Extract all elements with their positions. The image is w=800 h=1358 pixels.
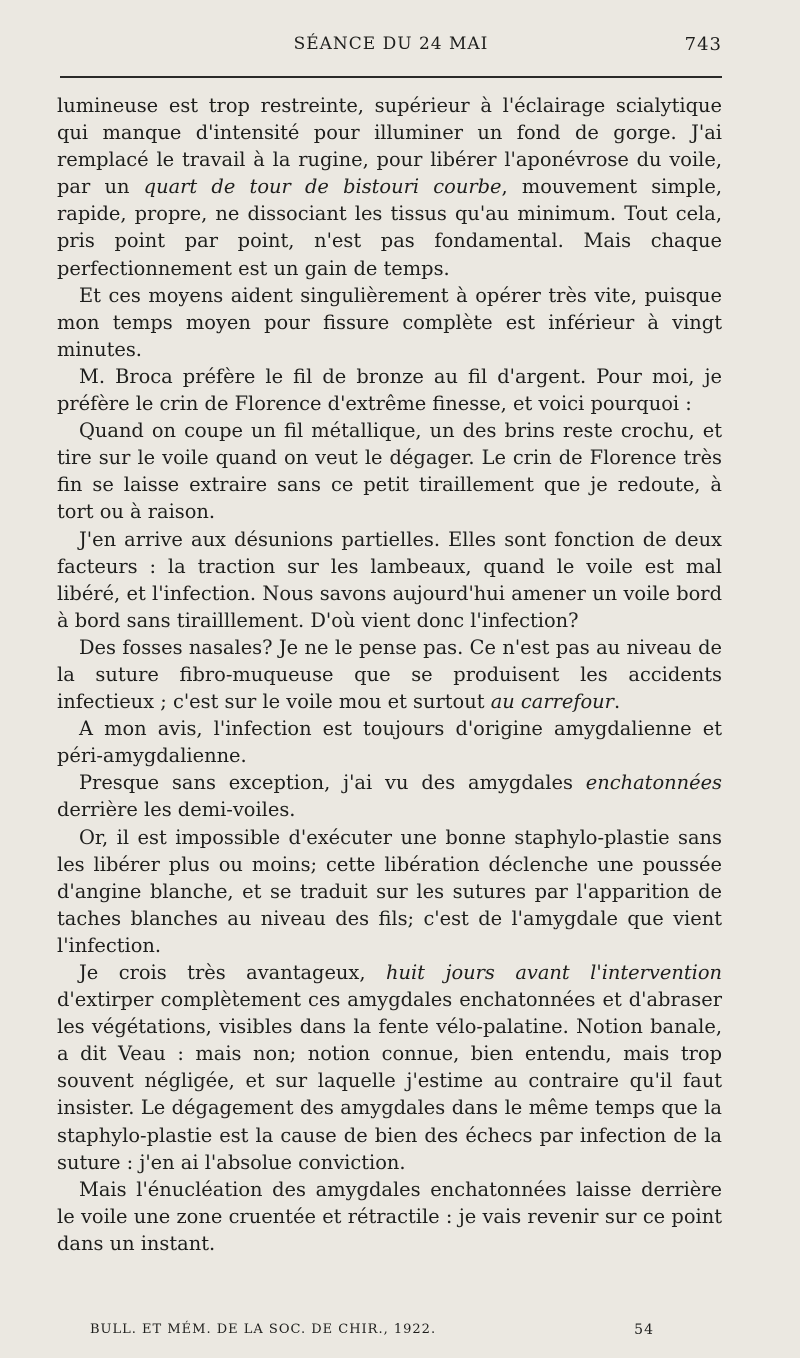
body-text (57, 92, 722, 1257)
paragraph (57, 715, 722, 769)
text-run: Et ces moyens aident singulièrement à opérer très vite, puisque mon temps moyen pour fissure complète est inférieur à vingt minutes. (57, 283, 722, 361)
italic-phrase: huit jours avant l'intervention (386, 961, 722, 984)
header-title: SÉANCE DU 24 MAI (293, 34, 489, 54)
text-run: A mon avis, l'infection est toujours d'origine amygdalienne et péri-amygdalienne. (57, 717, 722, 768)
text-run: J'en arrive aux désunions partielles. Elles sont fonction de deux facteurs : la traction sur les lambeaux, quand le voile est mal libéré, et l'infection. Nous savons aujourd'hui amener un voile bord à bord sans tirailllement. D'où vient donc l'infection? (57, 527, 722, 632)
text-run: M. Broca préfère le fil de bronze au fil d'argent. Pour moi, je préfère le crin de Florence d'extrême finesse, et voici pourquoi : (57, 364, 722, 416)
paragraph (57, 417, 722, 525)
text-run: Presque sans exception, j'ai vu des amygdales (79, 771, 586, 795)
paragraph (57, 92, 722, 282)
paragraph (57, 1176, 722, 1257)
text-run: lumineuse est trop restreinte, supérieur à l'éclairage scialytique qui manque d'intensité pour illuminer un fond de gorge. J'ai remplacé le travail à la rugine, pour libérer l'aponévrose du voile, par un (57, 94, 722, 199)
text-run: Quand on coupe un fil métallique, un des brins reste crochu, et tire sur le voile quand on veut le dégager. Le crin de Florence très fin se laisse extraire sans ce petit tiraillement que je redoute, à tort ou à raison. (57, 419, 722, 524)
paragraph (57, 282, 722, 363)
running-header (60, 34, 722, 60)
text-run: derrière les demi-voiles. (57, 798, 296, 822)
paragraph (57, 526, 722, 634)
paragraph (57, 959, 722, 1176)
signature-mark: 54 (634, 1322, 654, 1338)
text-run: , mouvement simple, rapide, propre, ne dissociant les tissus qu'au minimum. Tout cela, pris point par point, n'est pas fondamental. Mais chaque perfectionnement est un gain de temps. (57, 175, 723, 280)
paragraph (57, 824, 722, 959)
text-run: Or, il est impossible d'exécuter une bonne staphylo-plastie sans les libérer plus ou moins; cette libération déclenche une poussée d'angine blanche, et se traduit sur les sutures par l'apparition de taches blanches au niveau des fils; c'est de l'amygdale que vient l'infection. (57, 825, 722, 957)
italic-phrase: au carrefour (490, 690, 614, 714)
text-run: Je crois très avantageux, (79, 961, 386, 984)
paragraph (57, 634, 722, 715)
page-footer (90, 1322, 654, 1342)
italic-phrase: enchatonnées (585, 771, 722, 795)
paragraph (57, 769, 722, 823)
text-run: Des fosses nasales? Je ne le pense pas. Ce n'est pas au niveau de la suture fibro-muqueuse que se produisent les accidents infectieux ; c'est sur le voile mou et surtout (57, 635, 722, 714)
italic-phrase: quart de tour de bistouri courbe (143, 175, 502, 199)
paragraph (57, 363, 722, 417)
footer-source: BULL. ET MÉM. DE LA SOC. DE CHIR., 1922. (90, 1322, 437, 1337)
header-rule (60, 76, 722, 78)
text-run: Mais l'énucléation des amygdales enchatonnées laisse derrière le voile une zone cruentée et rétractile : je vais revenir sur ce point dans un instant. (57, 1177, 722, 1255)
text-run: . (613, 690, 621, 714)
text-run: d'extirper complètement ces amygdales enchatonnées et d'abraser les végétations, visibles dans la fente vélo-palatine. Notion banale, a dit Veau : mais non; notion connue, bien entendu, mais trop souvent négligée, et sur laquelle j'estime au contraire qu'il faut insister. Le dégagement des amygdales dans le même temps que la staphylo-plastie est la cause de bien des échecs par infection de la suture : j'en ai l'absolue conviction. (57, 988, 722, 1174)
page-number: 743 (684, 34, 722, 55)
